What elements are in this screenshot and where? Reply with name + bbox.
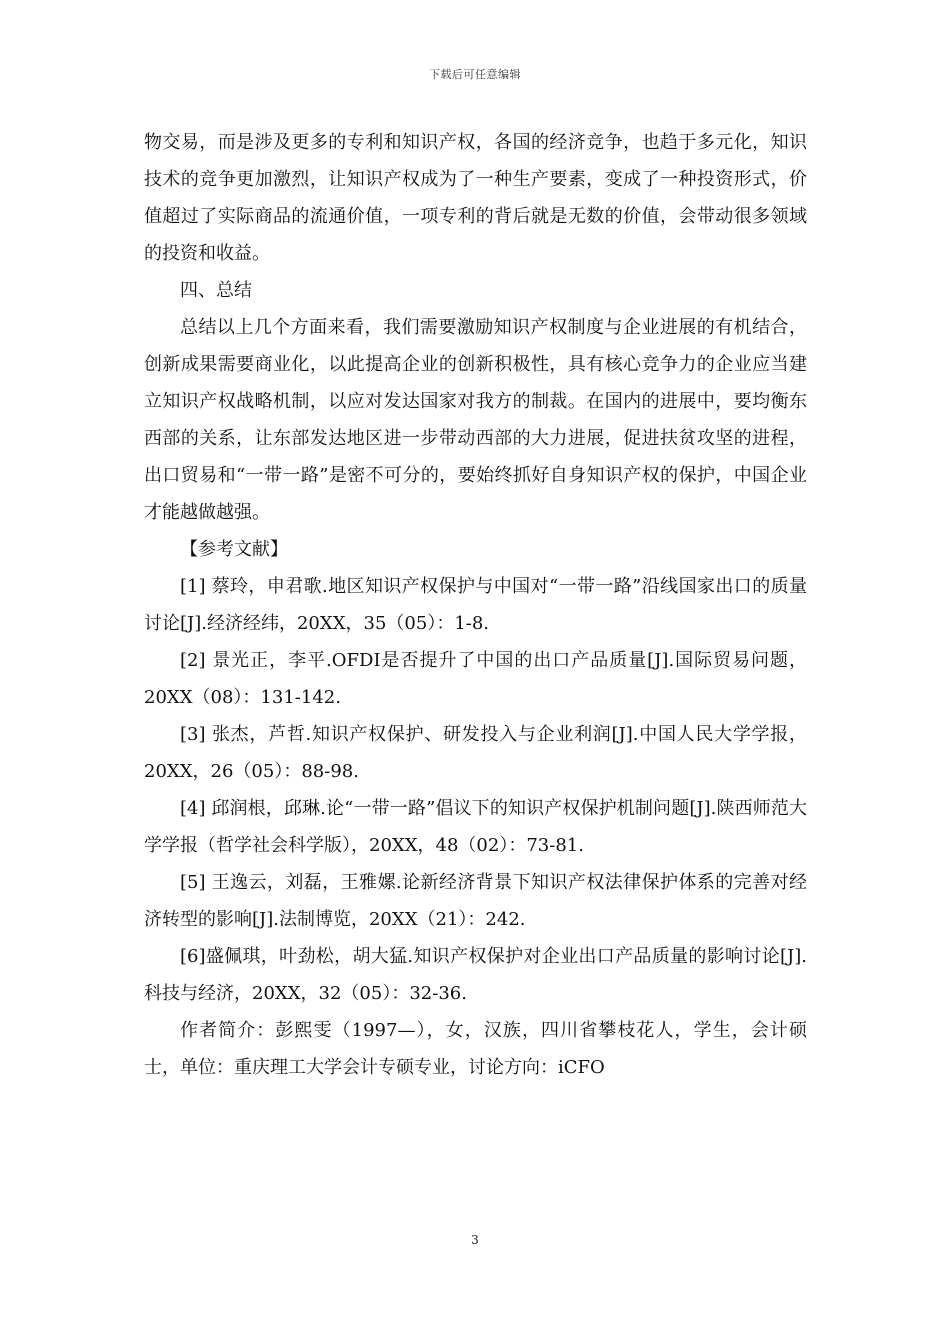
reference-item: [3] 张杰，芦哲.知识产权保护、研发投入与企业利润[J].中国人民大学学报，20XX，26（05）：88-98. <box>144 724 807 782</box>
paragraph-continuation: 物交易，而是涉及更多的专利和知识产权，各国的经济竞争，也趋于多元化，知识技术的竞争更加激烈，让知识产权成为了一种生产要素，变成了一种投资形式，价值超过了实际商品的流通价值，一项专利的背后就是无数的价值，会带动很多领域的投资和收益。 <box>144 132 807 264</box>
page-header: 下载后可任意编辑 <box>429 68 521 81</box>
page-number: 3 <box>471 1233 479 1247</box>
reference-item: [1] 蔡玲，申君歌.地区知识产权保护与中国对“一带一路”沿线国家出口的质量讨论[J].经济经纬，20XX，35（05）：1-8. <box>144 576 807 634</box>
references-heading: 【参考文献】 <box>180 539 288 560</box>
document-body <box>144 124 807 1086</box>
reference-item: [4] 邱润根，邱琳.论“一带一路”倡议下的知识产权保护机制问题[J].陕西师范大学学报（哲学社会科学版），20XX，48（02）：73-81. <box>144 798 807 856</box>
author-bio: 作者简介：彭熙雯（1997—），女，汉族，四川省攀枝花人，学生，会计硕士，单位：重庆理工大学会计专硕专业，讨论方向：iCFO <box>144 1020 807 1078</box>
reference-item: [2] 景光正，李平.OFDI是否提升了中国的出口产品质量[J].国际贸易问题，20XX（08）：131-142. <box>144 650 807 708</box>
reference-item: [6]盛佩琪，叶劲松，胡大猛.知识产权保护对企业出口产品质量的影响讨论[J].科技与经济，20XX，32（05）：32-36. <box>144 946 807 1004</box>
reference-item: [5] 王逸云，刘磊，王雅嫘.论新经济背景下知识产权法律保护体系的完善对经济转型的影响[J].法制博览，20XX（21）：242. <box>144 872 807 930</box>
paragraph-summary: 总结以上几个方面来看，我们需要激励知识产权制度与企业进展的有机结合，创新成果需要商业化，以此提高企业的创新积极性，具有核心竞争力的企业应当建立知识产权战略机制，以应对发达国家对我方的制裁。在国内的进展中，要均衡东西部的关系，让东部发达地区进一步带动西部的大力进展，促进扶贫攻坚的进程，出口贸易和“一带一路”是密不可分的，要始终抓好自身知识产权的保护，中国企业才能越做越强。 <box>144 317 807 523</box>
section-heading: 四、总结 <box>180 280 252 301</box>
